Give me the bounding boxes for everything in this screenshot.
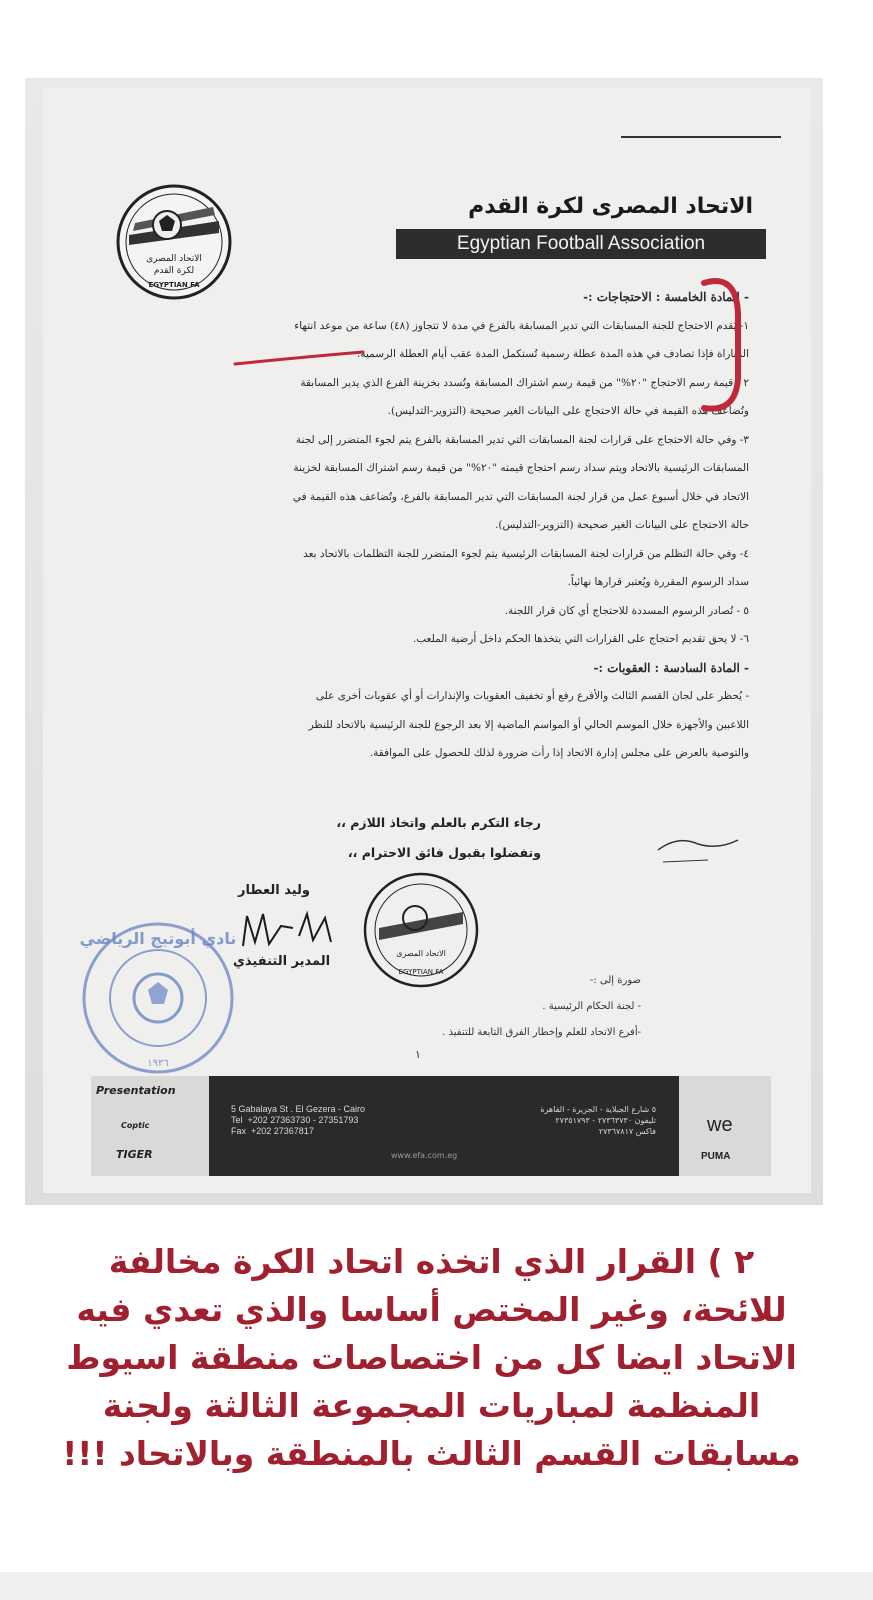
closing-line-2: وتفضلوا بقبول فائق الاحترام ،، (347, 845, 541, 860)
document-line: ٤- وفي حالة التظلم من قرارات لجنة المسابقات الرئيسية يتم لجوء المتضرر للجنة التظلمات بالاتحاد بعد (303, 547, 749, 560)
document-photo (25, 78, 823, 1205)
website: www.efa.com.eg (391, 1151, 458, 1160)
we-logo: we (707, 1114, 733, 1136)
document-line: المباراة فإذا تصادف في هذه المدة عطلة رسمية تُستكمل المدة عقب أيام العطلة الرسمية. (357, 348, 749, 360)
sponsor-logo: Presentation (96, 1084, 176, 1097)
document-line: حالة الاحتجاج على البيانات الغير صحيحة (التزوير-التدليس). (495, 519, 749, 531)
letterhead-footer (91, 1076, 771, 1176)
signer-name: وليد العطار (238, 883, 311, 898)
document-line: ٦- لا يحق تقديم احتجاج على القرارات التي يتخذها الحكم داخل أرضية الملعب. (412, 633, 749, 645)
puma-logo: PUMA (701, 1151, 731, 1162)
svg-text:١٩٣٦: ١٩٣٦ (147, 1058, 169, 1069)
caption-text (30, 1238, 833, 1478)
closing-line-1: رجاء التكرم بالعلم واتخاذ اللازم ،، (336, 815, 541, 830)
document-line: اللاعبين والأجهزة خلال الموسم الحالي أو المواسم الماضية إلا بعد الرجوع للجنة الرئيسية بالاتحاد للنظر (308, 718, 749, 731)
document-line: سداد الرسوم المقررة ويُعتبر قرارها نهائياً. (567, 576, 749, 588)
cc-item: - لجنة الحكام الرئيسية . (542, 1001, 641, 1012)
svg-text:EGYPTIAN FA: EGYPTIAN FA (398, 968, 444, 976)
cc-item: -أفرع الاتحاد للعلم وإخطار الفرق التابعة للتنفيذ . (442, 1027, 641, 1038)
cc-block (442, 968, 641, 1046)
section-heading: - المادة السادسة : العقوبات :- (593, 660, 749, 675)
signer-title: المدير التنفيذي (233, 954, 331, 969)
document-line: ٣- وفي حالة الاحتجاج على قرارات لجنة المسابقات التي تدير المسابقة بالفرع يتم لجوء المتضرر إلى لجنة (295, 433, 749, 446)
federation-name-ar: الاتحاد المصرى لكرة القدم (468, 194, 753, 219)
document-paper (43, 88, 811, 1193)
handwritten-initials-icon (648, 830, 748, 870)
signature-icon (233, 906, 343, 956)
bottom-bar (0, 1572, 873, 1600)
page-number: ١ (415, 1048, 421, 1061)
cc-title: صورة إلى :- (590, 975, 641, 986)
document-line: ١- يُقدم الاحتجاج للجنة المسابقات التي تدير المسابقة بالفرع في مدة لا تتجاوز (٤٨) ساعة من موعد انتهاء (294, 319, 749, 332)
svg-text:الاتحاد المصرى: الاتحاد المصرى (396, 949, 446, 958)
top-rule (621, 136, 781, 138)
document-line: الاتحاد في خلال أسبوع عمل من قرار لجنة المسابقات التي تدير المسابقة بالفرع، وتُضاعف هذه القيمة في (292, 490, 749, 503)
red-underline-annotation (233, 350, 368, 368)
document-line: المسابقات الرئيسية بالاتحاد ويتم سداد رسم احتجاج قيمته "٢٠%" من قيمة رسم اشتراك المسابقة لخزينة (293, 462, 749, 474)
document-line: والتوصية بالعرض على مجلس إدارة الاتحاد إذا رأت ضرورة لذلك للحصول على الموافقة. (369, 747, 749, 759)
svg-text:EGYPTIAN FA: EGYPTIAN FA (148, 281, 200, 289)
section-heading: - المادة الخامسة : الاحتجاجات :- (583, 290, 749, 304)
caption-line: للائحة، وغير المختص أساسا والذي تعدي فيه (76, 1290, 787, 1329)
document-line: - يُحظر على لجان القسم الثالث والأفرع رفع أو تخفيف العقوبات والإنذارات أو أي عقوبات أخرى على (315, 690, 749, 702)
document-line: ٢ - قيمة رسم الاحتجاج "٢٠%" من قيمة رسم اشتراك المسابقة وتُسدد بخزينة الفرع الذي يدير المسابقة (300, 376, 749, 389)
federation-name-en: Egyptian Football Association (396, 229, 766, 259)
club-stamp-icon (78, 918, 238, 1078)
red-bracket-annotation (696, 273, 746, 418)
caption-line: الاتحاد ايضا كل من اختصاصات منطقة اسيوط (66, 1338, 797, 1377)
svg-text:الاتحاد المصرى: الاتحاد المصرى (146, 254, 202, 264)
sponsor-panel-right (679, 1076, 771, 1176)
address-en: 5 Gabalaya St . El Gezera - Cairo Tel +202 27363730 - 27351793 Fax +202 27367817 (231, 1104, 366, 1136)
address-ar: ٥ شارع الجبلاية - الجزيرة - القاهرة تليفون ٢٧٣٦٣٧٣٠ - ٢٧٣٥١٧٩٣ فاكس ٢٧٣٦٧٨١٧ (540, 1105, 656, 1136)
svg-text:لكرة القدم: لكرة القدم (153, 266, 195, 276)
sponsor-panel (91, 1076, 209, 1176)
caption-line: المنظمة لمباريات المجموعة الثالثة ولجنة (102, 1386, 761, 1425)
document-line: وتُضاعف هذه القيمة في حالة الاحتجاج على البيانات الغير صحيحة (التزوير-التدليس). (387, 405, 749, 417)
caption-line: مسابقات القسم الثالث بالمنطقة وبالاتحاد !!! (62, 1434, 801, 1473)
closing-block (336, 808, 541, 868)
document-line: ٥ - تُصادر الرسوم المسددة للاحتجاج أي كان قرار اللجنة. (504, 604, 749, 617)
caption-line: ٢ ) القرار الذي اتخذه اتحاد الكرة مخالفة (108, 1242, 755, 1281)
sponsor-logo: TIGER (116, 1148, 153, 1161)
svg-text:نادي أبوتيج الرياضي: نادي أبوتيج الرياضي (79, 929, 237, 948)
sponsor-logo: Coptic (121, 1121, 150, 1130)
